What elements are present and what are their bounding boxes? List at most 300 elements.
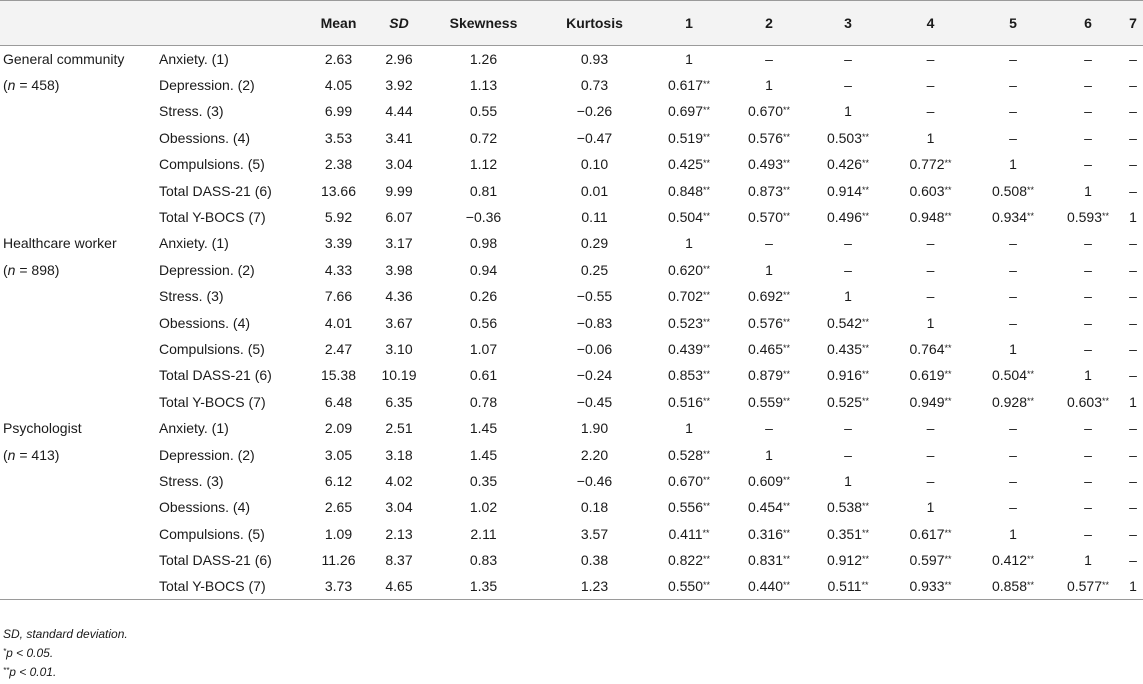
significance-marker: **	[703, 395, 711, 406]
cell-sd: 3.04	[385, 499, 413, 516]
cell-r4: 0.933**	[909, 578, 952, 595]
group-cell-empty	[0, 468, 157, 494]
significance-marker: **	[703, 131, 711, 142]
table-row	[0, 125, 1143, 151]
significance-marker: **	[1102, 395, 1110, 406]
cell-sd: 3.17	[385, 235, 413, 252]
cell-r1: 0.697**	[667, 103, 711, 120]
variable-name: Stress. (3)	[159, 288, 224, 305]
table-row	[0, 521, 1143, 547]
significance-marker: **	[944, 369, 952, 380]
header-col-2: 2	[765, 15, 773, 31]
cell-r4: –	[926, 261, 935, 278]
cell-r4: –	[926, 472, 935, 489]
significance-marker: **	[783, 158, 791, 169]
table-row	[0, 547, 1143, 573]
group-cell-empty	[0, 204, 157, 230]
significance-marker: **	[703, 79, 711, 90]
cell-r5: –	[1009, 499, 1017, 516]
cell-r5: 1	[1009, 340, 1017, 357]
cell-r7: –	[1129, 314, 1137, 331]
cell-r6: 0.603**	[1066, 393, 1110, 410]
cell-r6: –	[1084, 235, 1092, 252]
header-col-6: 6	[1084, 15, 1092, 31]
cell-skewness: 0.83	[469, 552, 498, 569]
cell-mean: 3.39	[324, 235, 353, 252]
cell-mean: 13.66	[320, 182, 357, 199]
variable-name: Compulsions. (5)	[159, 156, 265, 173]
significance-marker: **	[783, 369, 791, 380]
cell-r5: 0.928**	[991, 393, 1035, 410]
cell-kurtosis: 0.73	[580, 77, 609, 94]
cell-r7: –	[1129, 50, 1137, 67]
significance-marker: **	[703, 342, 711, 353]
cell-r6: –	[1084, 525, 1092, 542]
variable-name: Anxiety. (1)	[159, 235, 229, 252]
cell-r7: –	[1129, 261, 1137, 278]
cell-r2: 1	[765, 446, 773, 463]
group-name: Healthcare worker	[3, 235, 117, 252]
cell-r2: 0.670**	[747, 103, 791, 120]
variable-name: Total Y-BOCS (7)	[159, 578, 266, 595]
cell-r4: 0.764**	[909, 340, 952, 357]
cell-r4: –	[926, 235, 935, 252]
table-row	[0, 72, 1143, 98]
cell-r2: 0.440**	[747, 578, 791, 595]
cell-r2: 1	[765, 77, 773, 94]
cell-r6: 0.577**	[1066, 578, 1110, 595]
cell-skewness: 0.56	[469, 314, 498, 331]
group-cell-empty	[0, 309, 157, 335]
cell-kurtosis: −0.55	[576, 288, 613, 305]
significance-marker: **	[783, 554, 791, 565]
significance-marker: **	[703, 474, 711, 485]
cell-r2: –	[765, 420, 773, 437]
cell-mean: 6.99	[324, 103, 353, 120]
cell-r3: 0.503**	[826, 129, 870, 146]
variable-name: Depression. (2)	[159, 446, 255, 463]
cell-mean: 3.73	[324, 578, 353, 595]
significance-marker: **	[783, 395, 791, 406]
cell-r1: 0.516**	[667, 393, 711, 410]
cell-sd: 4.65	[385, 578, 413, 595]
group-cell-empty	[0, 283, 157, 309]
cell-skewness: 0.26	[469, 288, 498, 305]
group-sample-size: (n = 413)	[3, 446, 60, 463]
cell-r2: –	[765, 235, 773, 252]
footnote-p01	[3, 662, 128, 681]
cell-mean: 2.09	[324, 420, 353, 437]
significance-marker: **	[1027, 184, 1035, 195]
cell-sd: 3.98	[385, 261, 413, 278]
cell-r6: –	[1084, 50, 1092, 67]
footnote-p05-text: p < 0.05.	[6, 646, 54, 660]
footnote-star-marker: **	[3, 666, 10, 675]
cell-r1: 0.853**	[667, 367, 711, 384]
cell-skewness: 0.35	[469, 472, 498, 489]
cell-r1: 1	[685, 235, 693, 252]
table-footnotes	[3, 626, 128, 681]
cell-r2: 0.831**	[747, 552, 791, 569]
significance-marker: **	[862, 527, 870, 538]
cell-r7: –	[1129, 446, 1137, 463]
cell-r3: –	[844, 50, 852, 67]
table-row	[0, 46, 1143, 72]
cell-mean: 4.33	[324, 261, 353, 278]
significance-marker: **	[944, 211, 952, 222]
significance-marker: **	[783, 105, 791, 116]
group-cell-empty	[0, 98, 157, 124]
header-mean: Mean	[320, 15, 357, 31]
cell-r5: 0.412**	[991, 552, 1035, 569]
cell-r1: 0.439**	[667, 340, 711, 357]
cell-r1: 0.425**	[667, 156, 711, 173]
cell-r4: 0.597**	[909, 552, 952, 569]
cell-r3: 1	[844, 472, 852, 489]
significance-marker: **	[783, 580, 791, 591]
cell-r3: 0.511**	[827, 578, 869, 595]
cell-r4: –	[926, 420, 935, 437]
cell-kurtosis: 0.29	[580, 235, 609, 252]
significance-marker: **	[862, 501, 870, 512]
cell-r7: –	[1129, 367, 1137, 384]
cell-r7: –	[1129, 182, 1137, 199]
cell-mean: 4.05	[324, 77, 353, 94]
cell-r3: 1	[844, 288, 852, 305]
cell-r5: –	[1009, 420, 1017, 437]
cell-r6: –	[1084, 288, 1092, 305]
cell-r7: –	[1129, 235, 1137, 252]
cell-sd: 9.99	[385, 182, 413, 199]
cell-kurtosis: 2.20	[580, 446, 609, 463]
cell-r7: –	[1129, 77, 1137, 94]
cell-skewness: −0.36	[465, 209, 502, 226]
cell-r4: 0.617**	[909, 525, 952, 542]
variable-name: Compulsions. (5)	[159, 525, 265, 542]
significance-marker: **	[703, 158, 711, 169]
variable-name: Anxiety. (1)	[159, 420, 229, 437]
significance-marker: **	[862, 211, 870, 222]
header-skewness: Skewness	[449, 15, 518, 31]
cell-r3: 0.351**	[826, 525, 870, 542]
cell-r2: 0.873**	[747, 182, 791, 199]
significance-marker: **	[944, 554, 952, 565]
cell-r2: 0.609**	[747, 472, 791, 489]
cell-kurtosis: −0.83	[576, 314, 613, 331]
cell-r3: 0.426**	[826, 156, 870, 173]
cell-sd: 2.51	[385, 420, 413, 437]
table-row	[0, 151, 1143, 177]
significance-marker: **	[703, 316, 711, 327]
cell-r3: 0.525**	[826, 393, 870, 410]
variable-name: Anxiety. (1)	[159, 50, 229, 67]
group-cell-empty	[0, 336, 157, 362]
significance-marker: **	[783, 342, 791, 353]
significance-marker: **	[703, 554, 711, 565]
cell-r4: –	[926, 50, 935, 67]
cell-sd: 8.37	[385, 552, 413, 569]
cell-r6: 1	[1084, 552, 1092, 569]
significance-marker: **	[944, 184, 952, 195]
significance-marker: **	[1027, 369, 1035, 380]
cell-skewness: 0.78	[469, 393, 498, 410]
cell-r7: –	[1129, 103, 1137, 120]
header-group	[0, 1, 157, 46]
cell-r6: –	[1084, 156, 1092, 173]
cell-sd: 3.04	[385, 156, 413, 173]
table-row	[0, 389, 1143, 415]
significance-marker: **	[703, 211, 711, 222]
cell-mean: 5.92	[324, 209, 353, 226]
cell-r6: –	[1084, 103, 1092, 120]
cell-r1: 0.556**	[667, 499, 711, 516]
cell-r4: –	[926, 103, 935, 120]
cell-sd: 2.96	[385, 50, 413, 67]
significance-marker: **	[783, 131, 791, 142]
table-row	[0, 230, 1143, 256]
cell-r1: 0.620**	[667, 261, 711, 278]
group-name: Psychologist	[3, 420, 82, 437]
significance-marker: **	[703, 369, 711, 380]
cell-r5: –	[1009, 261, 1017, 278]
cell-r2: 0.493**	[747, 156, 791, 173]
group-sample-size: (n = 898)	[3, 261, 60, 278]
significance-marker: **	[944, 395, 952, 406]
variable-name: Stress. (3)	[159, 472, 224, 489]
cell-skewness: 0.55	[469, 103, 498, 120]
cell-sd: 4.36	[385, 288, 413, 305]
header-sd: SD	[389, 15, 409, 31]
significance-marker: **	[862, 554, 870, 565]
cell-r6: –	[1084, 129, 1092, 146]
significance-marker: **	[703, 580, 711, 591]
cell-sd: 3.67	[385, 314, 413, 331]
cell-r5: 0.858**	[991, 578, 1035, 595]
significance-marker: **	[783, 474, 791, 485]
cell-r6: –	[1084, 420, 1092, 437]
header-row	[0, 1, 1143, 46]
cell-r7: –	[1129, 552, 1137, 569]
cell-skewness: 0.61	[469, 367, 498, 384]
cell-kurtosis: 0.01	[580, 182, 609, 199]
cell-r3: –	[844, 420, 852, 437]
cell-r3: –	[844, 261, 852, 278]
significance-marker: **	[1102, 580, 1110, 591]
cell-kurtosis: 1.23	[580, 578, 609, 595]
significance-marker: **	[862, 158, 870, 169]
cell-r1: 0.411**	[668, 525, 710, 542]
table-row	[0, 283, 1143, 309]
significance-marker: **	[702, 527, 710, 538]
cell-r5: 0.508**	[991, 182, 1035, 199]
cell-mean: 6.48	[324, 393, 353, 410]
group-cell-empty	[0, 494, 157, 520]
cell-r3: 0.914**	[826, 182, 870, 199]
significance-marker: **	[862, 369, 870, 380]
cell-mean: 7.66	[324, 288, 353, 305]
variable-name: Stress. (3)	[159, 103, 224, 120]
cell-r2: 0.576**	[747, 314, 791, 331]
cell-r6: –	[1084, 472, 1092, 489]
cell-r1: 0.702**	[667, 288, 711, 305]
cell-skewness: 2.11	[470, 525, 497, 542]
cell-r2: –	[765, 50, 773, 67]
variable-name: Total DASS-21 (6)	[159, 182, 272, 199]
cell-r3: 0.916**	[826, 367, 870, 384]
significance-marker: **	[1102, 211, 1110, 222]
footnote-p05	[3, 643, 128, 662]
cell-kurtosis: 0.18	[580, 499, 609, 516]
cell-skewness: 1.35	[469, 578, 498, 595]
significance-marker: **	[703, 501, 711, 512]
variable-name: Obessions. (4)	[159, 314, 251, 331]
cell-skewness: 1.26	[469, 50, 498, 67]
cell-r7: –	[1129, 420, 1137, 437]
cell-r3: 0.435**	[826, 340, 870, 357]
cell-r1: 1	[685, 50, 693, 67]
footnote-sd: SD, standard deviation.	[3, 627, 128, 641]
variable-name: Depression. (2)	[159, 77, 255, 94]
cell-r4: 1	[926, 129, 935, 146]
cell-r3: 0.542**	[826, 314, 870, 331]
significance-marker: **	[783, 501, 791, 512]
cell-r4: 0.948**	[909, 209, 952, 226]
cell-skewness: 1.02	[469, 499, 498, 516]
group-cell-empty	[0, 151, 157, 177]
cell-sd: 6.35	[385, 393, 413, 410]
cell-r5: –	[1009, 50, 1017, 67]
cell-r1: 0.550**	[667, 578, 711, 595]
significance-marker: **	[1027, 554, 1035, 565]
cell-kurtosis: 3.57	[580, 525, 609, 542]
cell-kurtosis: −0.24	[576, 367, 613, 384]
cell-kurtosis: 0.11	[581, 209, 608, 226]
group-cell-empty	[0, 573, 157, 599]
cell-r3: –	[844, 235, 852, 252]
significance-marker: **	[703, 105, 711, 116]
table-header	[0, 1, 1143, 46]
cell-r7: 1	[1129, 578, 1137, 595]
cell-sd: 4.02	[385, 472, 413, 489]
table-row	[0, 309, 1143, 335]
table-row	[0, 336, 1143, 362]
cell-r2: 0.559**	[747, 393, 791, 410]
variable-name: Depression. (2)	[159, 261, 255, 278]
footnote-star-marker: *	[3, 647, 7, 656]
cell-r4: –	[926, 446, 935, 463]
cell-mean: 2.65	[324, 499, 353, 516]
table-body	[0, 46, 1143, 600]
cell-r5: –	[1009, 103, 1017, 120]
cell-skewness: 1.12	[469, 156, 498, 173]
cell-r6: –	[1084, 261, 1092, 278]
cell-r5: –	[1009, 235, 1017, 252]
cell-r6: 1	[1084, 367, 1092, 384]
cell-mean: 1.09	[324, 525, 353, 542]
cell-r3: –	[844, 446, 852, 463]
cell-r4: 1	[926, 499, 935, 516]
cell-skewness: 0.72	[469, 129, 498, 146]
cell-sd: 4.44	[385, 103, 413, 120]
cell-r2: 1	[765, 261, 773, 278]
table-row	[0, 362, 1143, 388]
header-col-7: 7	[1129, 15, 1137, 31]
cell-r5: 1	[1009, 156, 1017, 173]
table-row	[0, 415, 1143, 441]
significance-marker: **	[1027, 211, 1035, 222]
significance-marker: **	[783, 211, 791, 222]
cell-r5: –	[1009, 472, 1017, 489]
table-row	[0, 257, 1143, 283]
table-row	[0, 98, 1143, 124]
cell-r1: 0.617**	[667, 77, 711, 94]
cell-kurtosis: 0.10	[580, 156, 609, 173]
cell-r4: 0.619**	[909, 367, 952, 384]
cell-r7: –	[1129, 288, 1137, 305]
cell-kurtosis: 0.93	[580, 50, 609, 67]
significance-marker: **	[944, 342, 952, 353]
cell-r7: –	[1129, 525, 1137, 542]
cell-r6: –	[1084, 340, 1092, 357]
cell-r3: 1	[844, 103, 852, 120]
cell-r6: –	[1084, 446, 1092, 463]
significance-marker: **	[1027, 580, 1035, 591]
significance-marker: **	[1027, 395, 1035, 406]
variable-name: Obessions. (4)	[159, 499, 251, 516]
cell-mean: 2.47	[324, 340, 353, 357]
group-name: General community	[3, 50, 125, 67]
significance-marker: **	[783, 290, 791, 301]
table-row	[0, 573, 1143, 599]
significance-marker: **	[783, 527, 791, 538]
cell-r7: 1	[1129, 209, 1137, 226]
group-cell-empty	[0, 389, 157, 415]
cell-r5: 0.504**	[991, 367, 1035, 384]
cell-r1: 0.528**	[667, 446, 711, 463]
table-row	[0, 177, 1143, 203]
cell-r5: 1	[1009, 525, 1017, 542]
cell-r2: 0.570**	[747, 209, 791, 226]
significance-marker: **	[862, 342, 870, 353]
significance-marker: **	[862, 395, 870, 406]
cell-kurtosis: 1.90	[580, 420, 609, 437]
cell-r7: –	[1129, 340, 1137, 357]
cell-r4: 1	[926, 314, 935, 331]
cell-r1: 0.519**	[667, 129, 711, 146]
cell-r1: 0.670**	[667, 472, 711, 489]
table-row	[0, 204, 1143, 230]
cell-r5: –	[1009, 129, 1017, 146]
header-col-3: 3	[844, 15, 852, 31]
variable-name: Obessions. (4)	[159, 129, 251, 146]
cell-r2: 0.576**	[747, 129, 791, 146]
group-cell-empty	[0, 362, 157, 388]
cell-r6: –	[1084, 77, 1092, 94]
cell-skewness: 0.98	[469, 235, 498, 252]
significance-marker: **	[703, 263, 711, 274]
cell-sd: 3.92	[385, 77, 413, 94]
footnote-p01-text: p < 0.01.	[9, 665, 57, 679]
cell-r3: –	[844, 77, 852, 94]
cell-r6: –	[1084, 314, 1092, 331]
cell-r2: 0.454**	[747, 499, 791, 516]
cell-r4: 0.949**	[909, 393, 952, 410]
group-cell-empty	[0, 125, 157, 151]
table-row	[0, 441, 1143, 467]
significance-marker: **	[944, 527, 952, 538]
header-col-1: 1	[685, 15, 693, 31]
group-sample-size: (n = 458)	[3, 77, 60, 94]
